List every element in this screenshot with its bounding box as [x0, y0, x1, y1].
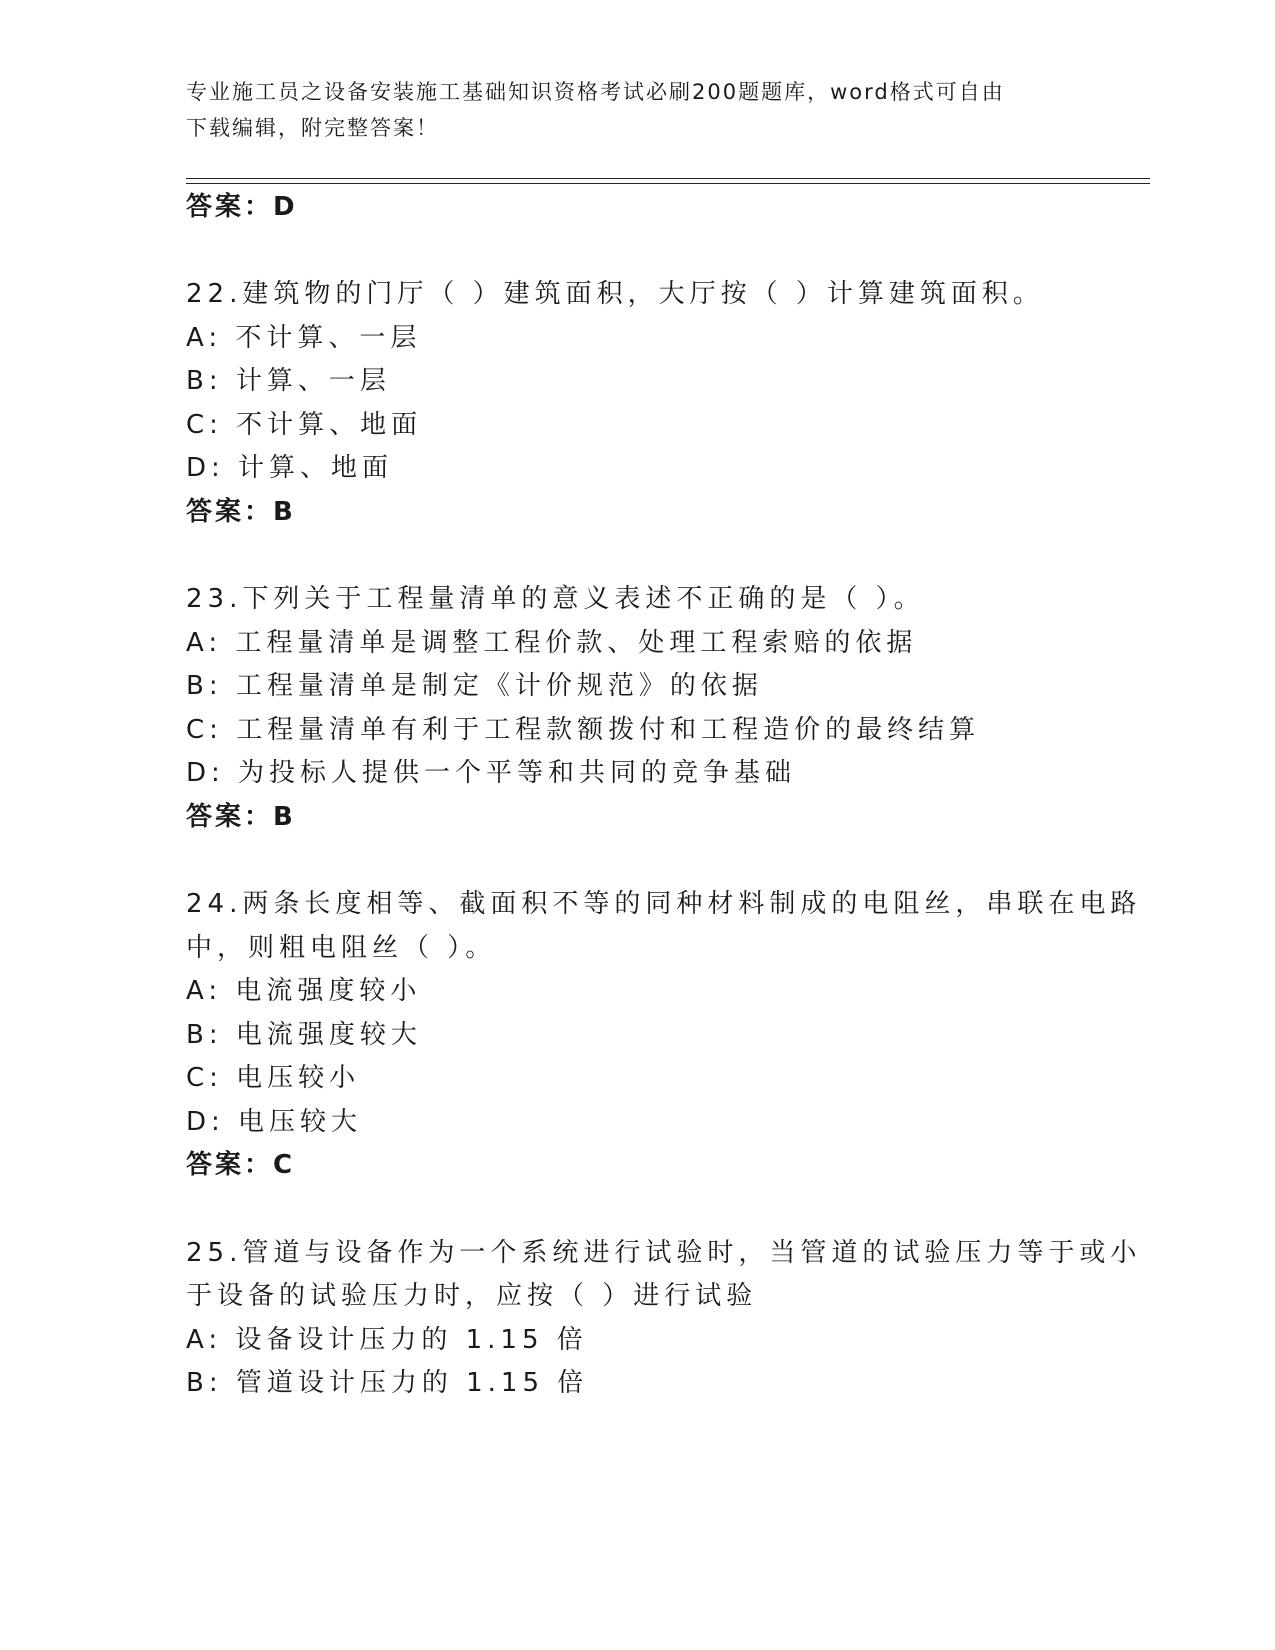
- question-22-option-c: C: 不计算、地面: [186, 410, 423, 440]
- header-rule-top: [186, 178, 1150, 179]
- question-24-stem-line-1: 24.两条长度相等、截面积不等的同种材料制成的电阻丝，串联在电路: [186, 889, 1142, 919]
- question-23-option-b: B: 工程量清单是制定《计价规范》的依据: [186, 671, 763, 701]
- question-23-option-a: A: 工程量清单是调整工程价款、处理工程索赔的依据: [186, 628, 918, 658]
- question-25-stem-line-1: 25.管道与设备作为一个系统进行试验时，当管道的试验压力等于或小: [186, 1238, 1142, 1268]
- question-24-stem-line-2: 中，则粗电阻丝（ ）。: [186, 933, 497, 963]
- question-22-option-b: B: 计算、一层: [186, 366, 391, 396]
- question-23-stem: 23.下列关于工程量清单的意义表述不正确的是（ ）。: [186, 584, 925, 614]
- question-25-stem-line-2: 于设备的试验压力时，应按（ ）进行试验: [186, 1281, 758, 1311]
- question-23-option-d: D: 为投标人提供一个平等和共同的竞争基础: [186, 758, 797, 788]
- question-22-option-d: D: 计算、地面: [186, 453, 394, 483]
- question-23-option-c: C: 工程量清单有利于工程款额拨付和工程造价的最终结算: [186, 715, 981, 745]
- answer-line: 答案：D: [186, 192, 298, 222]
- question-24-option-a: A: 电流强度较小: [186, 976, 422, 1006]
- question-24-option-d: D: 电压较大: [186, 1107, 363, 1137]
- document-header: [186, 74, 1066, 146]
- question-24-option-c: C: 电压较小: [186, 1063, 361, 1093]
- question-22-answer: 答案：B: [186, 497, 296, 527]
- question-24-answer: 答案：C: [186, 1150, 296, 1180]
- question-22-option-a: A: 不计算、一层: [186, 323, 422, 353]
- header-rule-bottom: [186, 183, 1150, 184]
- question-23-answer: 答案：B: [186, 802, 296, 832]
- question-25-option-b: B: 管道设计压力的 1.15 倍: [186, 1368, 589, 1398]
- question-24-option-b: B: 电流强度较大: [186, 1020, 422, 1050]
- header-line-2: 下载编辑，附完整答案！: [186, 116, 439, 140]
- header-line-1: 专业施工员之设备安装施工基础知识资格考试必刷200题题库，word格式可自由: [186, 80, 1005, 104]
- question-22-stem: 22.建筑物的门厅（ ）建筑面积，大厅按（ ）计算建筑面积。: [186, 279, 1044, 309]
- question-25-option-a: A: 设备设计压力的 1.15 倍: [186, 1325, 588, 1355]
